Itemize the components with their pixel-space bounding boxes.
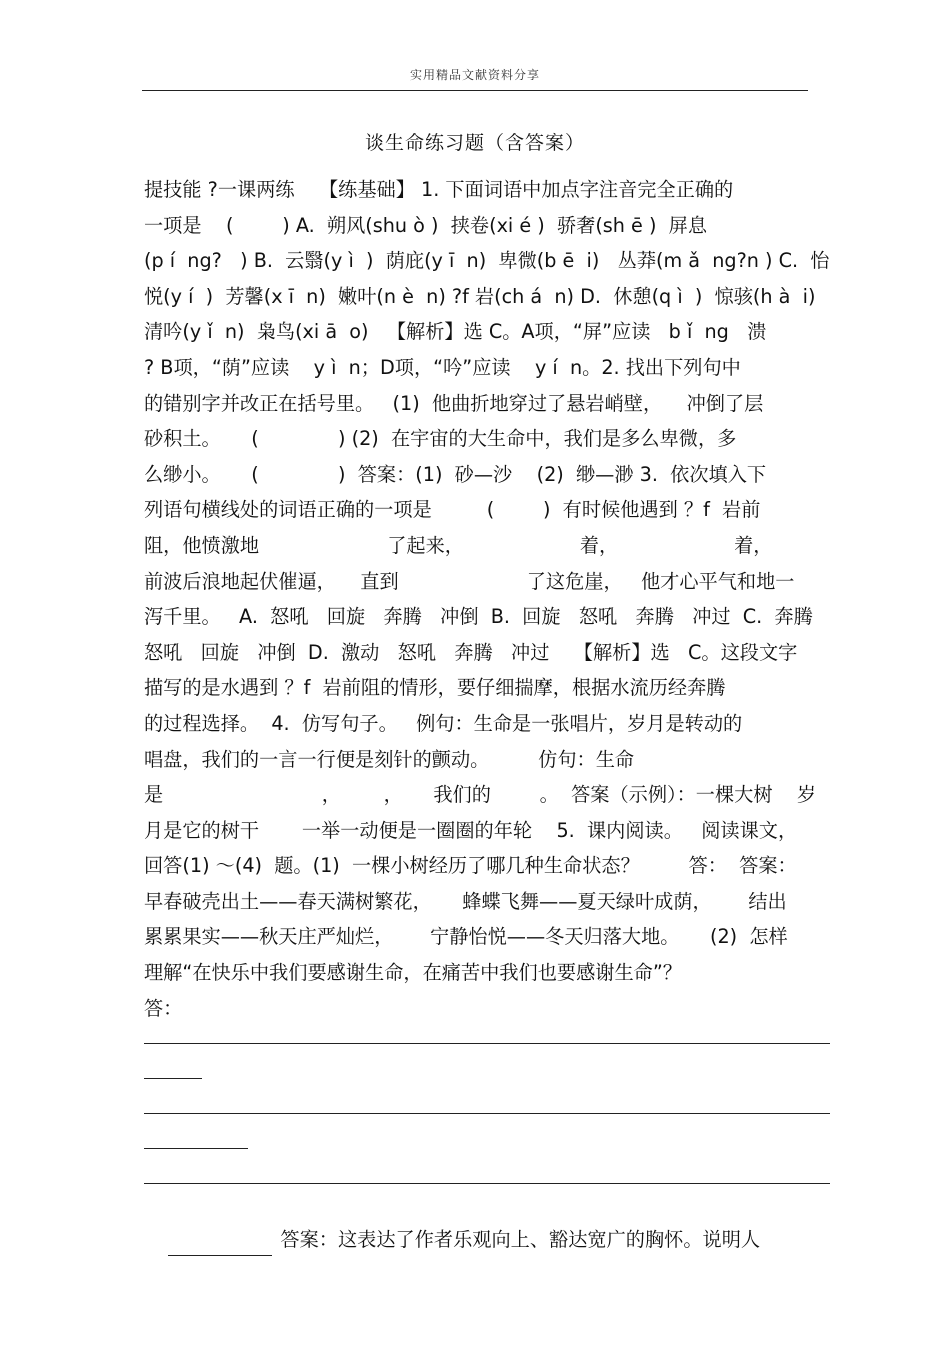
text-line: 清吟(y ǐ n) 枭鸟(xi ā o) 【解析】选 C。A项，“屏”应读 b ǐ ng 溃 bbox=[144, 320, 767, 344]
answer-rule bbox=[144, 1113, 830, 1114]
text-line: 累累果实——秋天庄严灿烂， 宁静怡悦——冬天归落大地。 (2) 怎样 bbox=[144, 925, 788, 949]
text-line: 怒吼 回旋 冲倒 D. 激动 怒吼 奔腾 冲过 【解析】选 C。这段文字 bbox=[144, 640, 798, 664]
text-line: 一项是 ( ) A. 朔风(shu ò ) 挟卷(xi é ) 骄奢(sh ē ) 屏息 bbox=[144, 213, 708, 237]
answer-rule-short bbox=[144, 1148, 248, 1149]
text-line: 么缈小。 ( ) 答案：(1) 砂—沙 (2) 缈—渺 3. 依次填入下 bbox=[144, 462, 767, 486]
text-line: 悦(y í ) 芳馨(x ī n) 嫩叶(n è n) ?f 岩(ch á n) D. 休憩(q ì ) 惊骇(h à i) bbox=[144, 284, 816, 308]
body-text bbox=[144, 172, 834, 1026]
answer-text: 答案：这表达了作者乐观向上、豁达宽广的胸怀。说明人 bbox=[280, 1228, 761, 1251]
text-line: 回答(1) ～(4) 题。(1) 一棵小树经历了哪几种生命状态？ 答： 答案： bbox=[144, 854, 797, 878]
document-title: 谈生命练习题（含答案） bbox=[364, 132, 585, 154]
text-line: 的错别字并改正在括号里。 (1) 他曲折地穿过了悬岩峭壁， 冲倒了层 bbox=[144, 391, 764, 415]
text-line: 是 ， ， 我们的 。 答案（示例）：一棵大树 岁 bbox=[144, 783, 817, 807]
text-line: 列语句横线处的词语正确的一项是 ( ) 有时候他遇到 ？f 岩前 bbox=[144, 498, 761, 522]
text-line: 阻，他愤激地 了起来， 着， 着， bbox=[144, 533, 773, 557]
text-line: 早春破壳出土——春天满树繁花， 蜂蝶飞舞——夏天绿叶成荫， 结出 bbox=[144, 889, 787, 913]
answer-rule bbox=[144, 1043, 830, 1044]
answer-blank-inline bbox=[168, 1233, 272, 1256]
text-line: 描写的是水遇到 ？f 岩前阻的情形，要仔细揣摩，根据水流历经奔腾 bbox=[144, 676, 726, 700]
text-line: 月是它的树干 一举一动便是一圈圈的年轮 5. 课内阅读。 阅读课文， bbox=[144, 818, 798, 842]
header-divider bbox=[142, 90, 808, 91]
text-line: 泻千里。 A. 怒吼 回旋 奔腾 冲倒 B. 回旋 怒吼 奔腾 冲过 C. 奔腾 bbox=[144, 605, 813, 629]
text-line: 前波后浪地起伏催逼， 直到 了这危崖， 他才心平气和地一 bbox=[144, 569, 795, 593]
answer-blank-1 bbox=[144, 1043, 830, 1079]
text-line: 唱盘，我们的一言一行便是刻针的颤动。 仿句：生命 bbox=[144, 747, 635, 771]
text-line: 的过程选择。 4. 仿写句子。 例句：生命是一张唱片，岁月是转动的 bbox=[144, 711, 743, 735]
text-line: 砂积土。 ( ) (2) 在宇宙的大生命中，我们是多么卑微，多 bbox=[144, 427, 737, 451]
answer-blank-3 bbox=[144, 1183, 830, 1184]
text-line: (p í ng? ) B. 云翳(y ì ) 荫庇(y ī n) 卑微(b ē i) 丛莽(m ǎ ng?n ) C. 怡 bbox=[144, 249, 830, 273]
text-line: 理解“在快乐中我们要感谢生命，在痛苦中我们也要感谢生命”？ bbox=[144, 961, 682, 985]
text-line: 提技能 ?一课两练 【练基础】 1. 下面词语中加点字注音完全正确的 bbox=[144, 178, 734, 201]
answer-blank-2 bbox=[144, 1113, 830, 1149]
answer-text-line bbox=[144, 1192, 761, 1251]
answer-rule-short bbox=[144, 1078, 202, 1079]
page-header: 实用精品文献资料分享 bbox=[409, 68, 540, 82]
answer-rule bbox=[144, 1183, 830, 1184]
text-line: ? B项，“荫”应读 y ì n；D项，“吟”应读 y í n。2. 找出下列句中 bbox=[144, 355, 741, 379]
text-line: 答： bbox=[144, 996, 183, 1020]
